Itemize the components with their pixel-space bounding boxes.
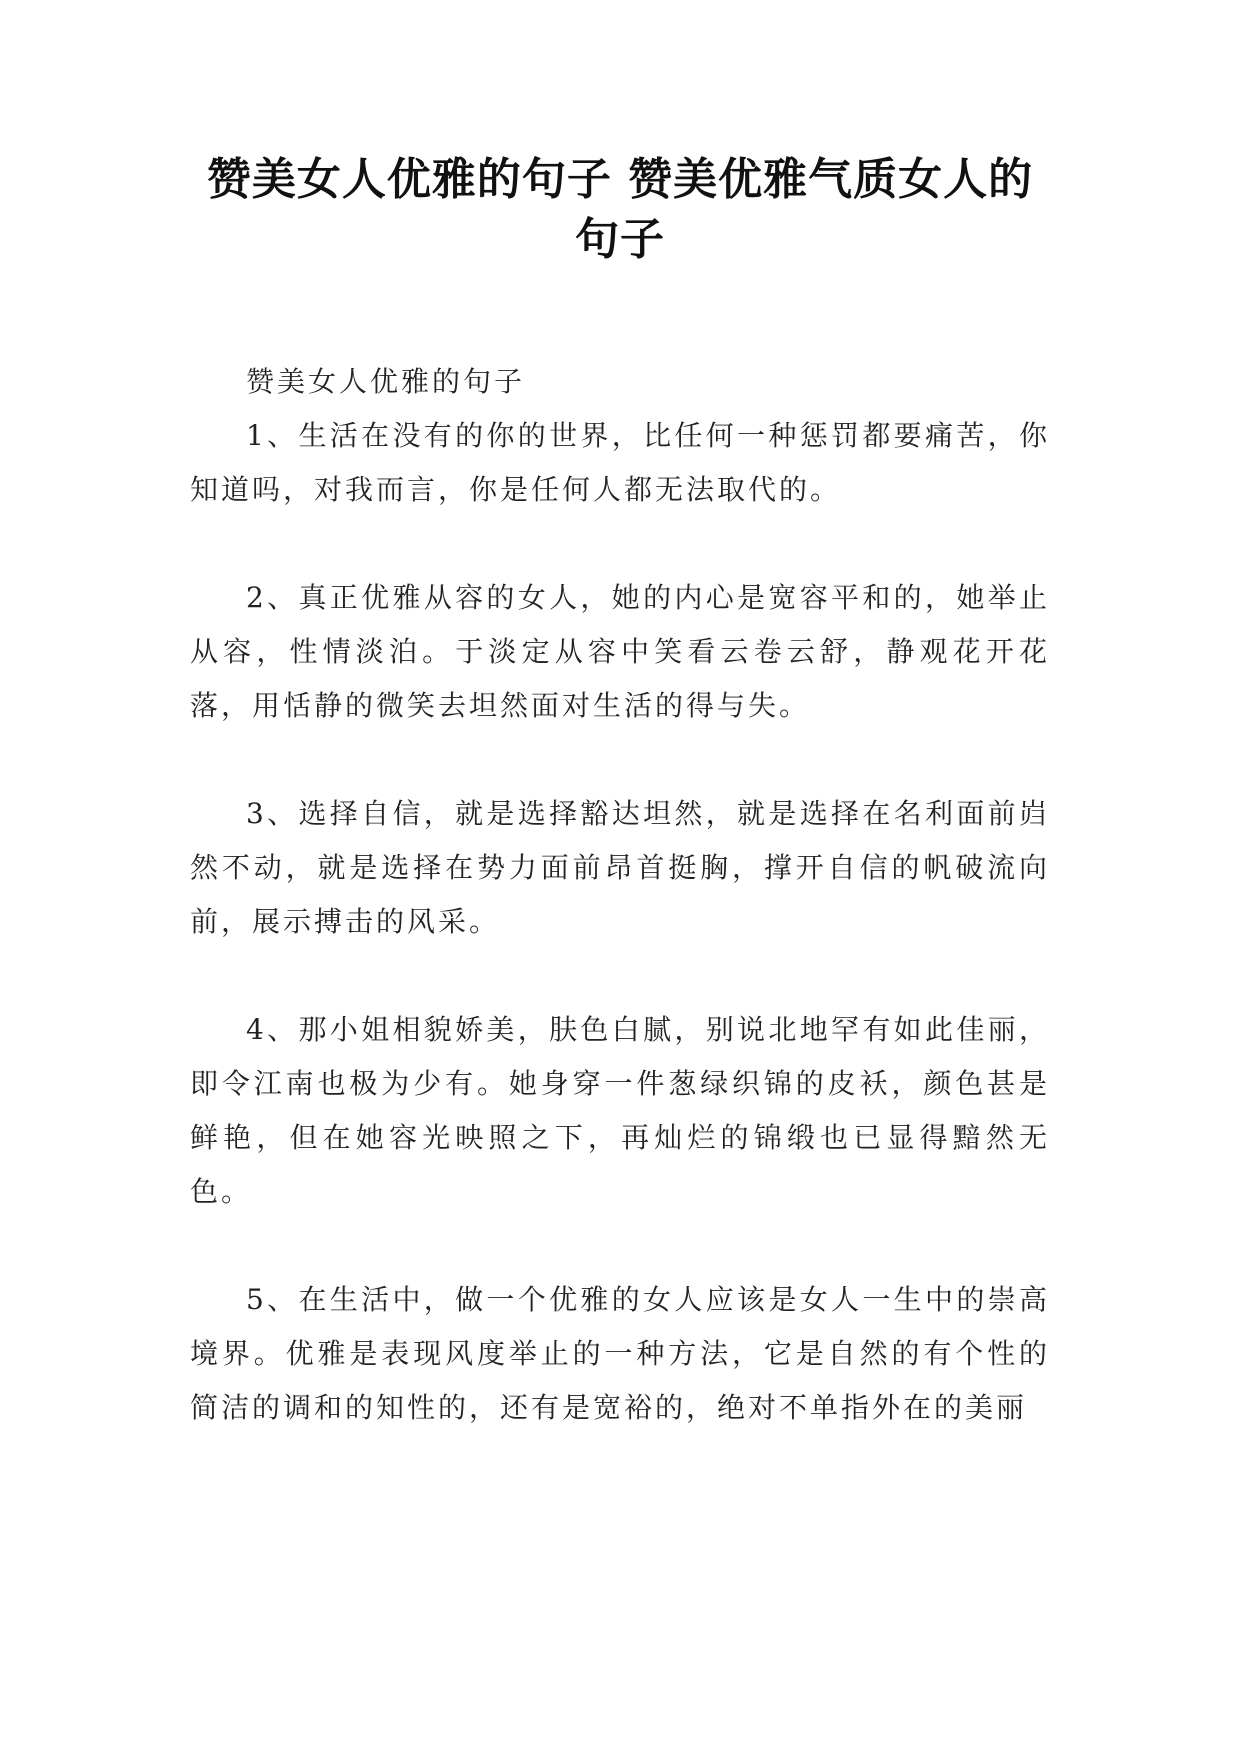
paragraph-2: 2、真正优雅从容的女人，她的内心是宽容平和的，她举止从容，性情淡泊。于淡定从容中笑看云卷云舒，静观花开花落，用恬静的微笑去坦然面对生活的得与失。 (190, 581, 1050, 722)
paragraph-4: 4、那小姐相貌娇美，肤色白腻，别说北地罕有如此佳丽，即令江南也极为少有。她身穿一件葱绿织锦的皮袄，颜色甚是鲜艳，但在她容光映照之下，再灿烂的锦缎也已显得黯然无色。 (190, 1013, 1050, 1208)
paragraph-spacer (190, 1219, 1050, 1273)
document-body (190, 355, 1050, 1435)
paragraph-spacer (190, 733, 1050, 787)
title-line-1: 赞美女人优雅的句子 赞美优雅气质女人的 (206, 154, 1034, 205)
title-line-2: 句子 (575, 214, 665, 265)
paragraph-spacer (190, 517, 1050, 571)
document-title (180, 150, 1060, 270)
paragraph-spacer (190, 949, 1050, 1003)
paragraph-5: 5、在生活中，做一个优雅的女人应该是女人一生中的崇高境界。优雅是表现风度举止的一种方法，它是自然的有个性的简洁的调和的知性的，还有是宽裕的，绝对不单指外在的美丽 (190, 1283, 1050, 1424)
paragraph-1: 1、生活在没有的你的世界，比任何一种惩罚都要痛苦，你知道吗，对我而言，你是任何人都无法取代的。 (190, 419, 1050, 506)
paragraph-3: 3、选择自信，就是选择豁达坦然，就是选择在名利面前岿然不动，就是选择在势力面前昂首挺胸，撑开自信的帆破流向前，展示搏击的风采。 (190, 797, 1050, 938)
section-heading: 赞美女人优雅的句子 (246, 365, 526, 398)
